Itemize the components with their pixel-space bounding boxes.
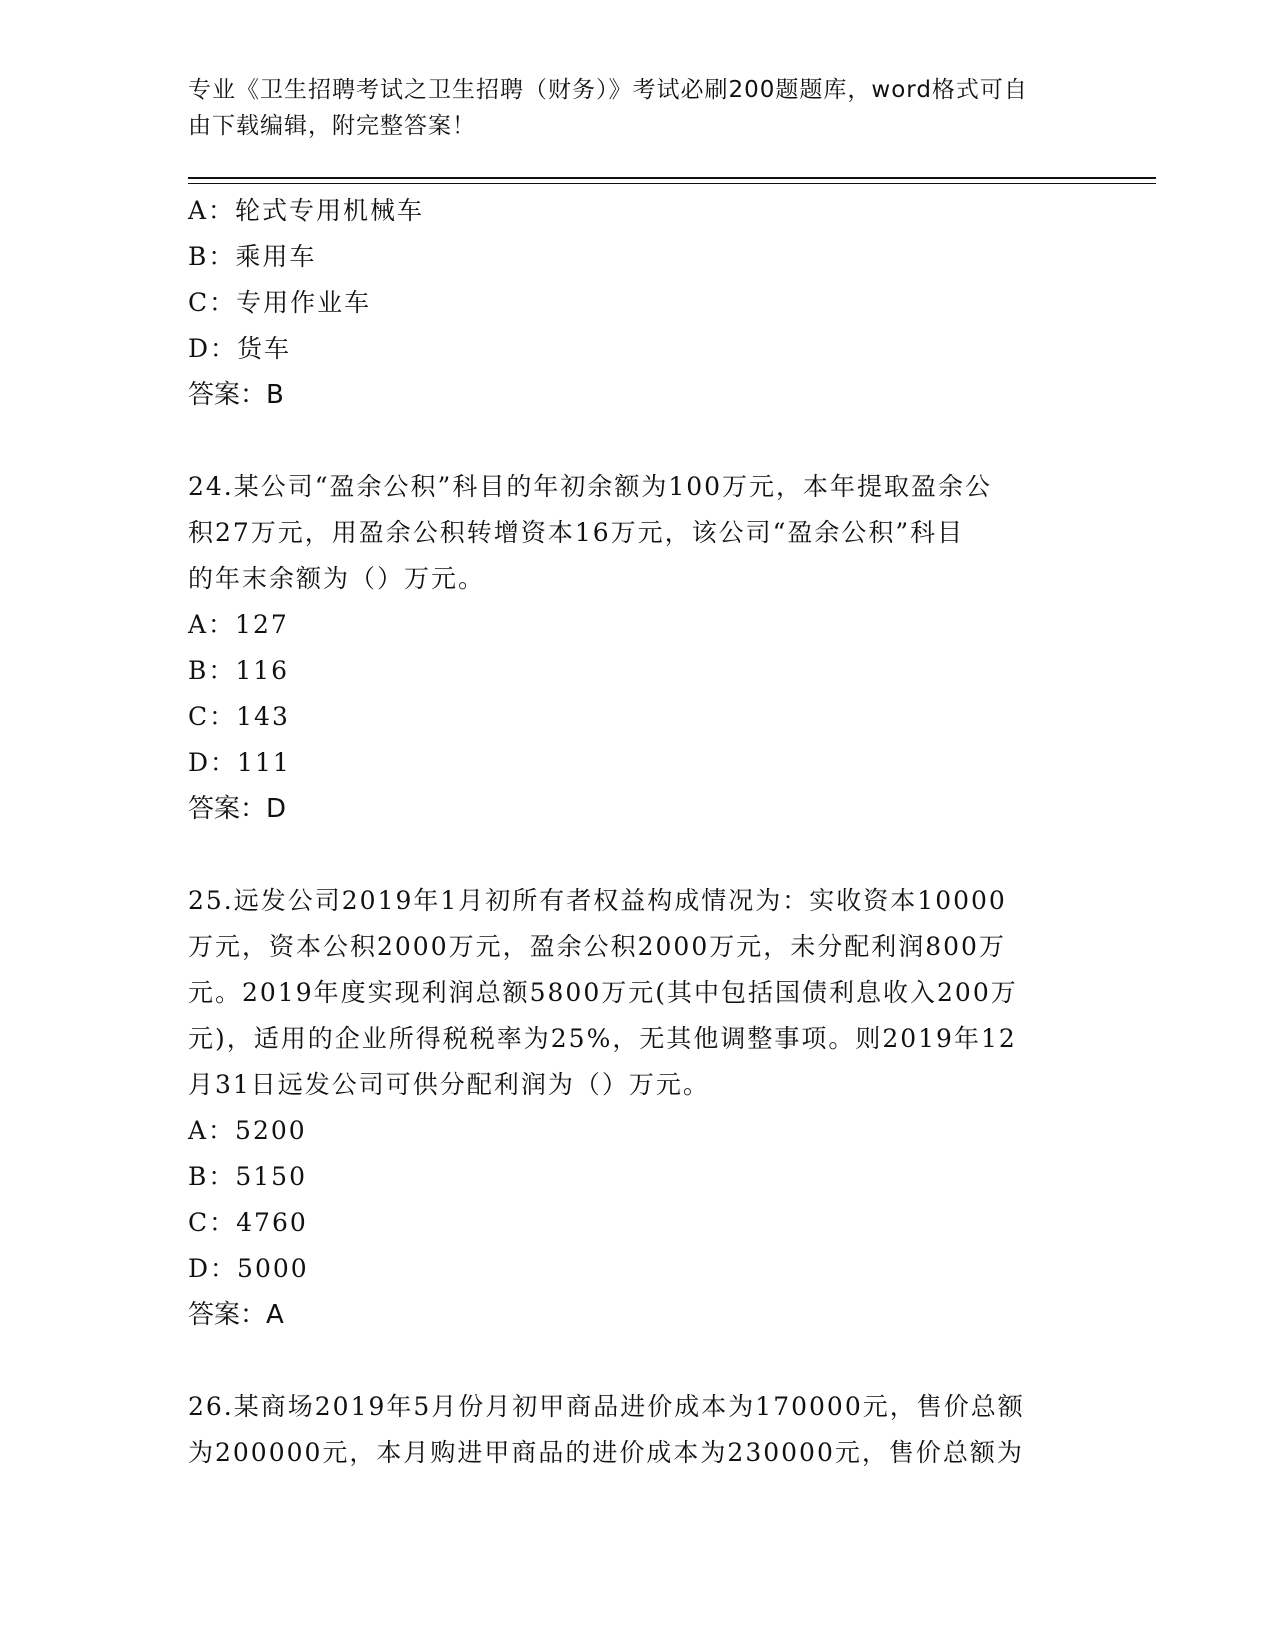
option-b: B：116 (188, 656, 290, 685)
question-list (188, 188, 1088, 1476)
option-a: A：5200 (188, 1116, 307, 1145)
question-stem-line: 的年末余额为（）万元。 (188, 564, 486, 593)
option-c: C：专用作业车 (188, 288, 372, 317)
header-divider-thick (188, 177, 1156, 179)
question-stem-line: 积27万元，用盈余公积转增资本16万元，该公司“盈余公积”科目 (188, 518, 965, 547)
option-a: A：轮式专用机械车 (188, 196, 425, 225)
question-23-partial (188, 188, 1088, 418)
option-c: C：143 (188, 702, 290, 731)
spacer (188, 832, 1088, 878)
option-c: C：4760 (188, 1208, 308, 1237)
header-line-1: 专业《卫生招聘考试之卫生招聘（财务）》考试必刷200题题库，word格式可自 (188, 77, 1028, 103)
question-stem-line: 月31日远发公司可供分配利润为（）万元。 (188, 1070, 710, 1099)
question-stem-line: 25.远发公司2019年1月初所有者权益构成情况为：实收资本10000 (188, 886, 1007, 915)
question-stem-line: 24.某公司“盈余公积”科目的年初余额为100万元，本年提取盈余公 (188, 472, 993, 501)
spacer (188, 1338, 1088, 1384)
option-d: D：111 (188, 748, 291, 777)
answer-line: 答案：A (188, 1300, 284, 1330)
option-a: A：127 (188, 610, 289, 639)
question-stem-line: 为200000元，本月购进甲商品的进价成本为230000元，售价总额为 (188, 1438, 1024, 1467)
question-25 (188, 878, 1088, 1338)
question-stem-line: 万元，资本公积2000万元，盈余公积2000万元，未分配利润800万 (188, 932, 1006, 961)
spacer (188, 418, 1088, 464)
option-d: D：货车 (188, 334, 292, 363)
question-stem-line: 26.某商场2019年5月份月初甲商品进价成本为170000元，售价总额 (188, 1392, 1025, 1421)
answer-line: 答案：D (188, 794, 287, 824)
question-stem-line: 元。2019年度实现利润总额5800万元(其中包括国债利息收入200万 (188, 978, 1018, 1007)
header-line-2: 由下载编辑，附完整答案！ (188, 113, 476, 139)
question-26 (188, 1384, 1088, 1476)
question-stem-line: 元)，适用的企业所得税税率为25%，无其他调整事项。则2019年12 (188, 1024, 1017, 1053)
option-b: B：乘用车 (188, 242, 317, 271)
answer-line: 答案：B (188, 380, 284, 410)
document-header (188, 72, 1068, 144)
option-b: B：5150 (188, 1162, 307, 1191)
option-d: D：5000 (188, 1254, 309, 1283)
question-24 (188, 464, 1088, 832)
header-divider-thin (188, 183, 1156, 184)
